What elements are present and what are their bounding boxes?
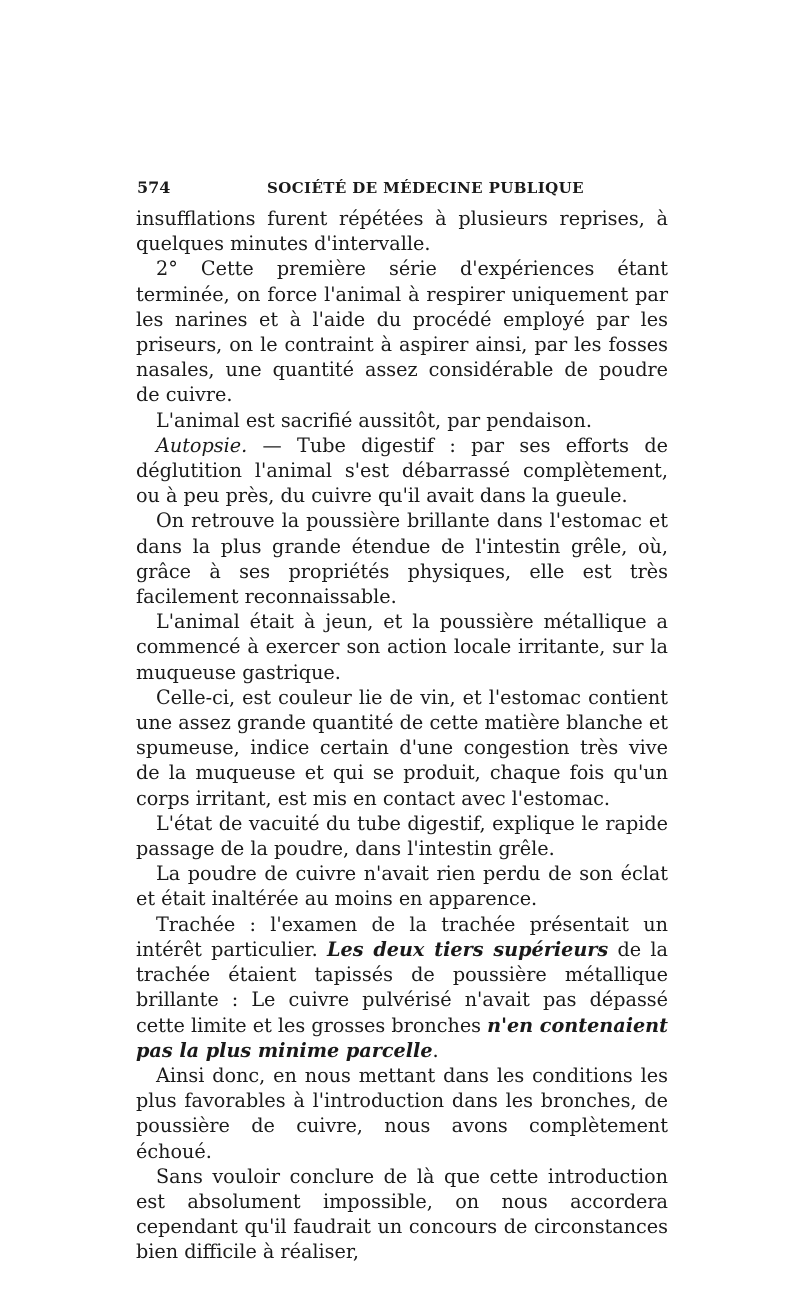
body-text bbox=[136, 206, 668, 1265]
paragraph bbox=[136, 1063, 668, 1164]
page-header bbox=[137, 178, 667, 202]
paragraph-text: — Tube digestif : par ses efforts de déglutition l'animal s'est débarrassé complètement, ou à peu près, du cuivre qu'il avait dans la gueule. bbox=[136, 433, 668, 508]
paragraph bbox=[136, 1164, 668, 1265]
emphasis-text: n'en contenaient pas la plus minime parcelle bbox=[136, 1013, 669, 1062]
paragraph bbox=[136, 508, 668, 609]
running-head: SOCIÉTÉ DE MÉDECINE PUBLIQUE bbox=[267, 179, 584, 197]
paragraph-text: On retrouve la poussière brillante dans l'estomac et dans la plus grande étendue de l'intestin grêle, où, grâce à ses propriétés physiques, elle est très facilement reconnaissable. bbox=[136, 509, 668, 609]
paragraph bbox=[136, 861, 668, 911]
paragraph-text: L'animal était à jeun, et la poussière métallique a commencé à exercer son action locale irritante, sur la muqueuse gastrique. bbox=[136, 610, 668, 684]
paragraph-text: L'état de vacuité du tube digestif, explique le rapide passage de la poudre, dans l'intestin grêle. bbox=[136, 811, 668, 861]
paragraph bbox=[136, 811, 668, 861]
paragraph-text: Sans vouloir conclure de là que cette introduction est absolument impossible, on nous accordera cependant qu'il faudrait un concours de circonstances bien difficile à réaliser, bbox=[136, 1164, 668, 1264]
page-number: 574 bbox=[137, 178, 171, 197]
paragraph-text: La poudre de cuivre n'avait rien perdu de son éclat et était inaltérée au moins en apparence. bbox=[136, 862, 668, 911]
autopsie-lead: Autopsie. bbox=[156, 433, 248, 457]
emphasis-text: Les deux tiers supérieurs bbox=[327, 937, 609, 961]
paragraph bbox=[136, 206, 668, 256]
paragraph bbox=[136, 256, 668, 407]
paragraph-text: Celle-ci, est couleur lie de vin, et l'estomac contient une assez grande quantité de cette matière blanche et spumeuse, indice certain d'une congestion très vive de la muqueuse et qui se produit, chaque fois qu'un corps irritant, est mis en contact avec l'estomac. bbox=[136, 685, 668, 810]
paragraph-text: Trachée : l'examen de la trachée présentait un intérêt particulier. bbox=[136, 912, 668, 961]
paragraph bbox=[136, 609, 668, 685]
paragraph bbox=[136, 912, 668, 1063]
paragraph bbox=[136, 433, 668, 509]
paragraph-text: . bbox=[432, 1038, 439, 1062]
paragraph-text: insufflations furent répétées à plusieurs reprises, à quelques minutes d'intervalle. bbox=[136, 207, 668, 256]
paragraph-text: 2° Cette première série d'expériences étant terminée, on force l'animal à respirer uniquement par les narines et à l'aide du procédé employé par les priseurs, on le contraint à aspirer ainsi, par les fosses nasales, une quantité assez considérable de poudre de cuivre. bbox=[136, 257, 668, 407]
paragraph bbox=[136, 685, 668, 811]
paragraph-text: de la trachée étaient tapissés de poussière métallique brillante : Le cuivre pulvérisé n'avait pas dépassé cette limite et les grosses bronches bbox=[136, 937, 668, 1037]
paragraph-text: L'animal est sacrifié aussitôt, par pendaison. bbox=[156, 408, 592, 432]
paragraph bbox=[136, 408, 668, 433]
paragraph-text: Ainsi donc, en nous mettant dans les conditions les plus favorables à l'introduction dans les bronches, de poussière de cuivre, nous avons complètement échoué. bbox=[136, 1063, 668, 1163]
